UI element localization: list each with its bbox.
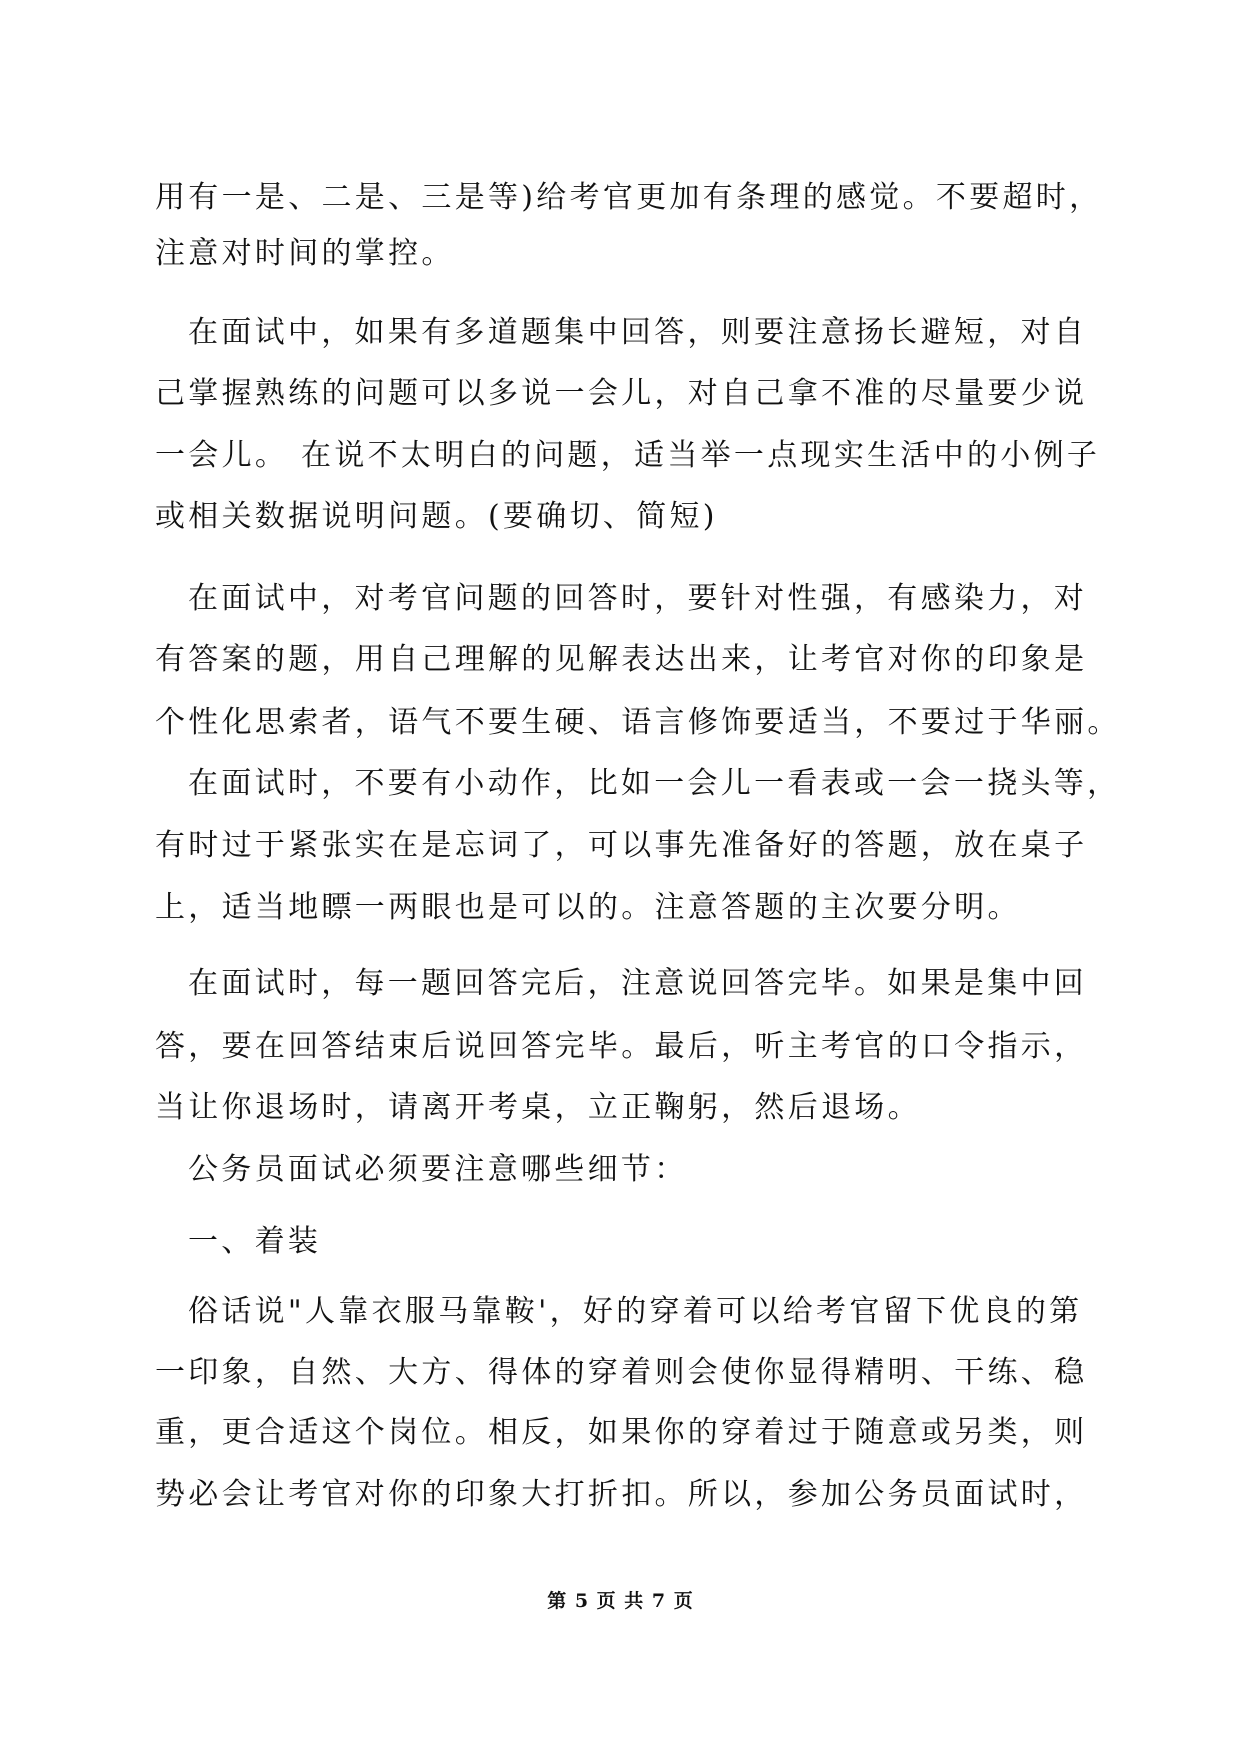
- paragraph-start-line: 俗话说"人靠衣服马靠鞍'，好的穿着可以给考官留下优良的第: [188, 1294, 1083, 1329]
- text-line: 有时过于紧张实在是忘词了，可以事先准备好的答题，放在桌子: [155, 828, 1088, 863]
- text-line: 答，要在回答结束后说回答完毕。最后，听主考官的口令指示，: [155, 1029, 1088, 1064]
- text-line: 势必会让考官对你的印象大打折扣。所以，参加公务员面试时，: [155, 1477, 1088, 1512]
- section-heading: 一、着装: [188, 1224, 322, 1259]
- text-line: 己掌握熟练的问题可以多说一会儿，对自己拿不准的尽量要少说: [155, 376, 1088, 411]
- text-line: 或相关数据说明问题。(要确切、简短): [155, 499, 718, 534]
- page-number-footer: 第 5 页 共 7 页: [547, 1590, 694, 1612]
- text-line: 一会儿。 在说不太明白的问题，适当举一点现实生活中的小例子: [155, 438, 1101, 473]
- text-line: 个性化思索者，语气不要生硬、语言修饰要适当，不要过于华丽。: [155, 705, 1121, 740]
- text-line: 上，适当地瞟一两眼也是可以的。注意答题的主次要分明。: [155, 890, 1021, 925]
- text-line: 当让你退场时，请离开考桌，立正鞠躬，然后退场。: [155, 1090, 921, 1125]
- paragraph-start-line: 在面试中，如果有多道题集中回答，则要注意扬长避短，对自: [188, 315, 1088, 350]
- text-line: 重，更合适这个岗位。相反，如果你的穿着过于随意或另类，则: [155, 1415, 1088, 1450]
- paragraph-start-line: 在面试时，不要有小动作，比如一会儿一看表或一会一挠头等，: [188, 766, 1121, 801]
- paragraph-start-line: 在面试时，每一题回答完后，注意说回答完毕。如果是集中回: [188, 966, 1088, 1001]
- text-line: 注意对时间的掌控。: [155, 236, 455, 271]
- text-line: 有答案的题，用自己理解的见解表达出来，让考官对你的印象是: [155, 642, 1088, 677]
- paragraph-start-line: 在面试中，对考官问题的回答时，要针对性强，有感染力，对: [188, 581, 1088, 616]
- text-line: 用有一是、二是、三是等)给考官更加有条理的感觉。不要超时，: [155, 180, 1103, 215]
- text-line: 一印象，自然、大方、得体的穿着则会使你显得精明、干练、稳: [155, 1355, 1088, 1390]
- section-intro-line: 公务员面试必须要注意哪些细节：: [188, 1152, 688, 1187]
